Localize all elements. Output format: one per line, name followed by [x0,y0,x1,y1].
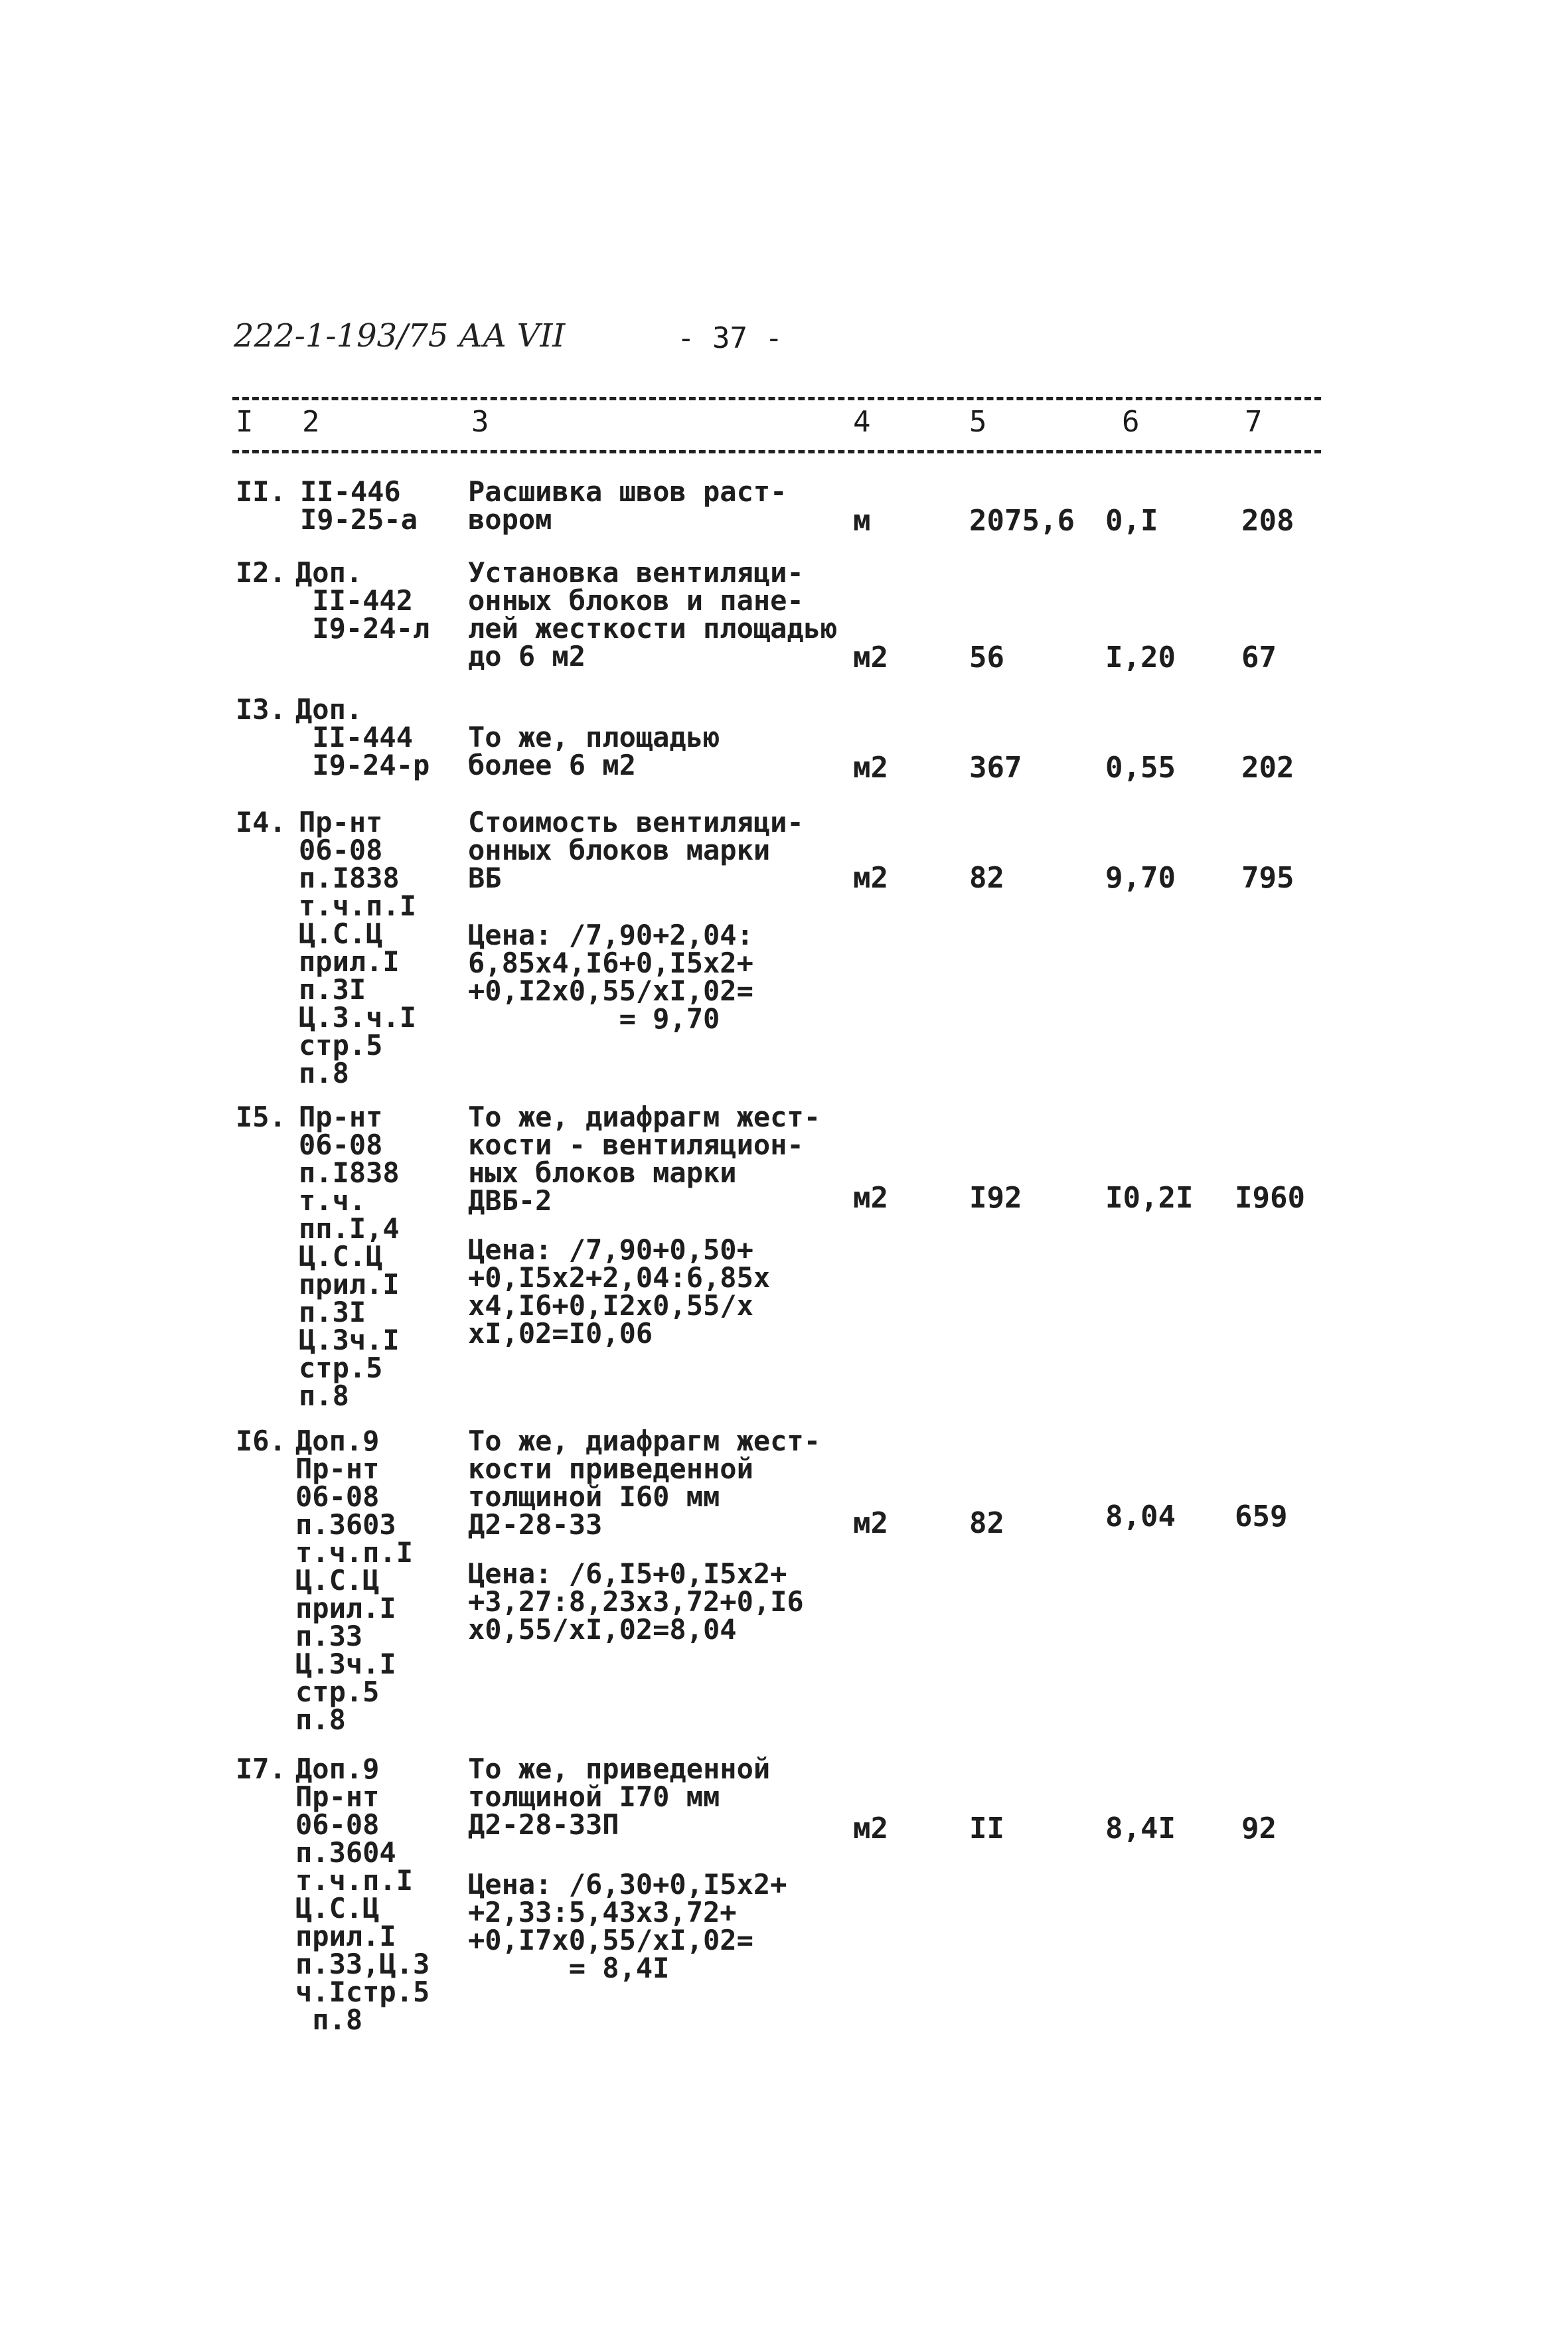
column-header-2: 2 [302,405,320,439]
row-reference: II-446 I9-25-а [300,475,418,536]
row-description: Расшивка швов раст- вором [468,475,787,536]
row-quantity: 2075,6 [969,504,1075,538]
row-unit-price: 9,70 [1105,861,1176,895]
row-number: II. [236,475,286,508]
row-number: I2. [236,556,286,589]
row-quantity: II [969,1812,1004,1845]
row-number: I7. [236,1753,286,1785]
row-reference: Доп.9 Пр-нт 06-08 п.3604 т.ч.п.I Ц.С.Ц прил.I п.33,Ц.3 ч.Iстр.5 п.8 [295,1753,430,2036]
column-header-7: 7 [1245,405,1263,439]
row-number: I4. [236,806,286,838]
row-unit-price: 0,I [1105,504,1158,538]
document-code: 222-1-193/75 АА VII [234,317,566,354]
column-header-4: 4 [853,405,871,439]
row-total: 67 [1241,641,1277,674]
column-header-5: 5 [969,405,987,439]
row-quantity: I92 [969,1181,1022,1215]
row-description: Установка вентиляци- онных блоков и пане- лей жесткости площадью до 6 м2 [468,556,838,672]
column-header-1: I [236,405,254,439]
row-price-calculation: Цена: /7,90+2,04: 6,85х4,I6+0,I5х2+ +0,I2х0,55/хI,02= = 9,70 [468,919,753,1035]
row-description: То же, приведенной толщиной I70 мм Д2-28-33П [468,1753,771,1841]
row-reference: Пр-нт 06-08 п.I838 т.ч. пп.I,4 Ц.С.Ц прил.I п.3I Ц.3ч.I стр.5 п.8 [299,1101,400,1412]
row-number: I6. [236,1425,286,1457]
row-price-calculation: Цена: /7,90+0,50+ +0,I5х2+2,04:6,85х х4,I6+0,I2х0,55/х хI,02=I0,06 [468,1233,771,1350]
row-total: 659 [1235,1500,1288,1533]
row-unit: м2 [853,751,888,785]
row-price-calculation: Цена: /6,I5+0,I5х2+ +3,27:8,23х3,72+0,I6 х0,55/хI,02=8,04 [468,1557,804,1646]
row-total: 795 [1241,861,1294,895]
table-header-rule [232,450,1321,453]
row-description: Стоимость вентиляци- онных блоков марки ВБ [468,806,804,894]
column-header-6: 6 [1122,405,1140,439]
row-unit: м2 [853,1812,888,1845]
row-description: То же, диафрагм жест- кости - вентиляцион- ных блоков марки ДВБ-2 [468,1101,821,1217]
row-unit: м [853,504,871,538]
row-quantity: 82 [969,1506,1004,1540]
row-unit: м2 [853,641,888,674]
row-unit-price: 0,55 [1105,751,1176,785]
row-total: I960 [1235,1181,1305,1215]
row-reference: Доп. II-444 I9-24-р [295,693,430,781]
row-quantity: 367 [969,751,1022,785]
row-description: То же, площадью более 6 м2 [468,721,720,781]
row-total: 208 [1241,504,1294,538]
row-description: То же, диафрагм жест- кости приведенной толщиной I60 мм Д2-28-33 [468,1425,821,1541]
row-unit-price: I,20 [1105,641,1176,674]
row-unit-price: 8,4I [1105,1812,1176,1845]
page-number: - 37 - [677,321,783,355]
row-reference: Пр-нт 06-08 п.I838 т.ч.п.I Ц.С.Ц прил.I п.3I Ц.3.ч.I стр.5 п.8 [299,806,417,1089]
row-number: I5. [236,1101,286,1133]
row-number: I3. [236,693,286,726]
row-quantity: 82 [969,861,1004,895]
row-unit-price: 8,04 [1105,1500,1176,1533]
row-unit: м2 [853,861,888,895]
row-total: 202 [1241,751,1294,785]
row-unit: м2 [853,1506,888,1540]
table-top-rule [232,397,1321,400]
row-total: 92 [1241,1812,1277,1845]
row-unit-price: I0,2I [1105,1181,1194,1215]
row-reference: Доп.9 Пр-нт 06-08 п.3603 т.ч.п.I Ц.С.Ц прил.I п.33 Ц.3ч.I стр.5 п.8 [295,1425,414,1736]
row-quantity: 56 [969,641,1004,674]
column-header-3: 3 [471,405,489,439]
row-unit: м2 [853,1181,888,1215]
row-reference: Доп. II-442 I9-24-л [295,556,430,645]
row-price-calculation: Цена: /6,30+0,I5х2+ +2,33:5,43х3,72+ +0,I7х0,55/хI,02= = 8,4I [468,1868,787,1984]
